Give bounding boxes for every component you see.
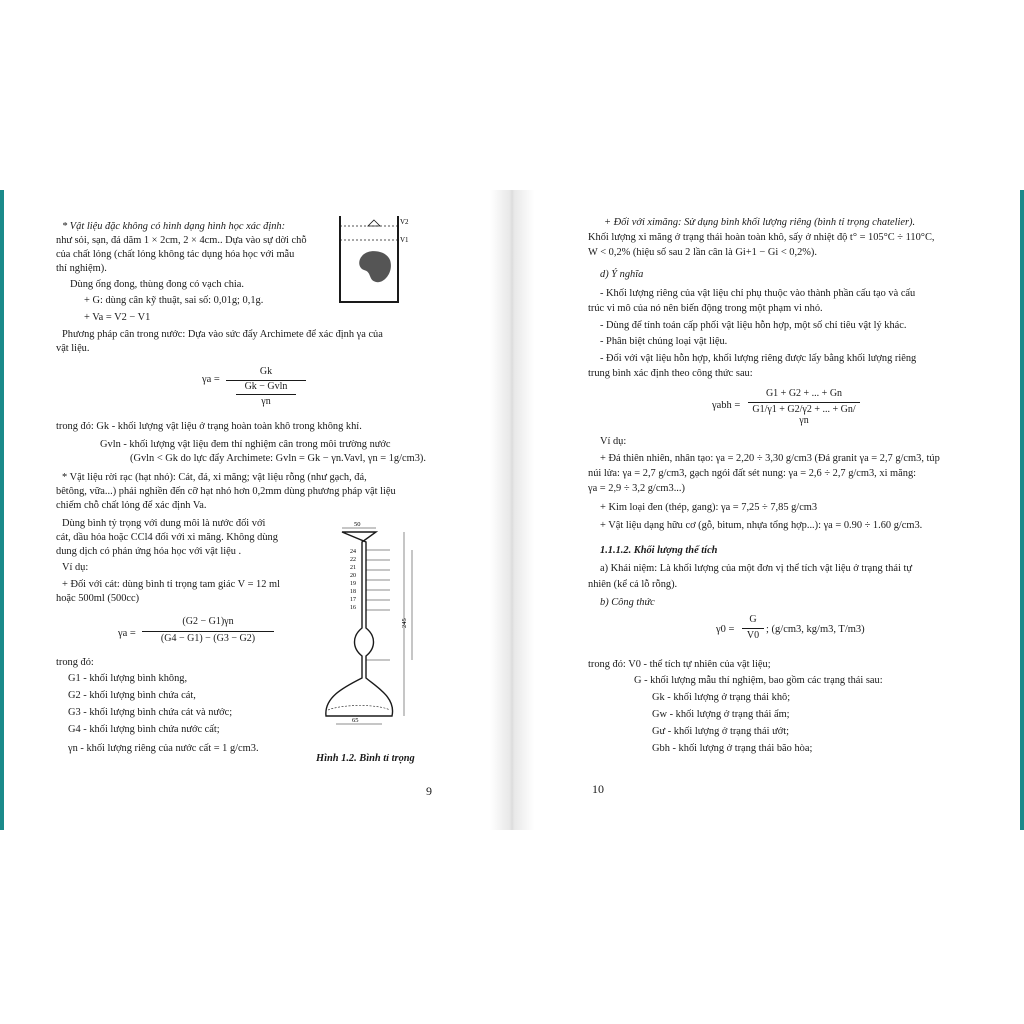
formula-denominator: G1/γ1 + G2/γ2 + ... + Gn/γn — [752, 404, 856, 426]
text-line: G4 - khối lượng bình chứa nước cất; — [68, 724, 220, 735]
text-line: bêtông, vữa...) phải nghiền đến cỡ hạt nhỏ hơn 0,2mm dùng phương pháp vật liệu — [56, 486, 396, 497]
text-line: γa = 2,9 ÷ 3,2 g/cm3...) — [588, 483, 685, 494]
scale-labels — [350, 549, 356, 611]
dim-65: 65 — [352, 717, 359, 724]
text-line: trong đó: Gk - khối lượng vật liệu ở trạng hoàn toàn khô trong không khí. — [56, 421, 362, 432]
text-line: - Khối lượng riêng của vật liệu chỉ phụ thuộc vào thành phần cấu tạo và cấu — [600, 288, 916, 299]
text-line: G1 - khối lượng bình không, — [68, 673, 188, 684]
immersion-tank-figure — [334, 212, 414, 308]
scale-label: 22 — [350, 557, 356, 563]
formula-denominator: (G4 − G1) − (G3 − G2) — [160, 633, 256, 644]
page-number: 10 — [592, 782, 604, 796]
formula-lhs: γa = — [202, 374, 220, 385]
text-line: của chất lỏng (chất lỏng không tác dụng hóa học với mẫu — [56, 249, 295, 260]
text-line: G2 - khối lượng bình chứa cát, — [68, 690, 196, 701]
formula-denominator: Gk − Gvln — [244, 381, 288, 392]
text-line: + Đối với cát: dùng bình tỉ trọng tam giác V = 12 ml — [62, 579, 280, 590]
text-line: Ví dụ: — [600, 436, 627, 447]
dim-50: 50 — [354, 521, 361, 528]
text-line: Gvln - khối lượng vật liệu đem thí nghiệm cân trong môi trường nước — [100, 439, 391, 450]
section-heading: b) Công thức — [600, 597, 655, 608]
text-line: + Vật liệu dạng hữu cơ (gỗ, bitum, nhựa tổng hợp...): γa = 0.90 ÷ 1.60 g/cm3. — [600, 520, 923, 531]
book-spread — [0, 190, 1024, 830]
label-v1: V1 — [400, 236, 409, 244]
text-line: - Phân biệt chủng loại vật liệu. — [600, 336, 728, 347]
text-line: - Dùng để tính toán cấp phối vật liệu hỗn hợp, một số chỉ tiêu vật lý khác. — [600, 320, 907, 331]
dim-245: 245 — [401, 618, 408, 628]
page-right — [512, 190, 1020, 830]
formula-denominator: V0 — [746, 630, 760, 641]
fraction-bar — [742, 628, 764, 629]
section-heading: d) Ý nghĩa — [600, 269, 644, 280]
scale-label: 17 — [350, 597, 356, 603]
text-line: G3 - khối lượng bình chứa cát và nước; — [68, 707, 233, 718]
text-line: trung bình xác định theo công thức sau: — [588, 368, 753, 379]
formula-numerator: G1 + G2 + ... + Gn — [765, 388, 843, 399]
formula-denominator-2: γn — [261, 396, 271, 407]
text-line: Gk - khối lượng ở trạng thái khô; — [652, 692, 791, 703]
pycnometer-figure — [312, 520, 432, 746]
text-line: vật liệu. — [56, 343, 90, 354]
formula-numerator: Gk — [259, 366, 273, 377]
text-line: Phương pháp cân trong nước: Dựa vào sức đẩy Archimete để xác định γa của — [62, 329, 383, 340]
text-line: + Va = V2 − V1 — [84, 312, 151, 323]
text-line: + Kim loại đen (thép, gang): γa = 7,25 ÷ 7,85 g/cm3 — [600, 502, 818, 513]
formula-units: ; (g/cm3, kg/m3, T/m3) — [766, 624, 865, 635]
text-line: + Đá thiên nhiên, nhân tạo: γa = 2,20 ÷ 3,30 g/cm3 (Đá granit γa = 2,7 g/cm3, túp — [600, 453, 940, 464]
text-run: + Đối với ximăng: Sử dụng bình khối lượng riêng (bình tỉ trọng chatelier). — [604, 217, 916, 228]
scale-label: 18 — [350, 589, 356, 595]
text-line: chiếm chỗ chất lỏng để xác định Va. — [56, 500, 207, 511]
text-line: trong đó: V0 - thể tích tự nhiên của vật liệu; — [588, 659, 771, 670]
text-line: Dùng bình tỷ trọng với dung môi là nước đối với — [62, 518, 266, 529]
page-number: 9 — [426, 784, 432, 798]
page-left — [4, 190, 512, 830]
text-line: Ví dụ: — [62, 562, 89, 573]
text-line: Gư - khối lượng ở trạng thái ướt; — [652, 726, 789, 737]
scale-label: 16 — [350, 605, 356, 611]
label-v2: V2 — [400, 218, 409, 226]
text-line: + G: dùng cân kỹ thuật, sai số: 0,01g; 0,1g. — [84, 295, 264, 306]
formula-numerator: G — [749, 614, 757, 625]
text-line: (Gvln < Gk do lực đẩy Archimete: Gvln = Gk − γn.Vavl, γn = 1g/cm3). — [130, 453, 426, 464]
formula-gamma-a — [202, 374, 220, 385]
text-line: Khối lượng xi măng ở trạng thái hoàn toàn khô, sấy ở nhiệt độ t° = 105°C ÷ 110°C, — [588, 232, 935, 243]
text-line: Gw - khối lượng ở trạng thái ẩm; — [652, 709, 790, 720]
text-line: dung dịch có phản ứng hóa học với vật liệu . — [56, 546, 242, 557]
text-line: G - khối lượng mẫu thí nghiệm, bao gồm các trạng thái sau: — [634, 675, 883, 686]
text-line: hoặc 500ml (500cc) — [56, 593, 140, 604]
text-line: núi lửa: γa = 2,7 g/cm3, gạch ngói đất sét nung: γa = 2,6 ÷ 2,7 g/cm3, xi măng: — [588, 468, 917, 479]
fraction-bar — [236, 394, 296, 395]
text-line: thí nghiệm). — [56, 263, 107, 274]
scale-label: 24 — [350, 549, 356, 555]
formula-lhs: γa = — [118, 628, 136, 639]
text-line: cát, dầu hỏa hoặc CCl4 đối với xi măng. Không dùng — [56, 532, 278, 543]
text-line: trúc vi mô của nó nên biến động trong một phạm vi nhỏ. — [588, 303, 823, 314]
text-line: * Vật liệu rời rạc (hạt nhỏ): Cát, đá, xi măng; vật liệu rỗng (như gạch, đá, — [62, 472, 367, 483]
text-line: a) Khái niệm: Là khối lượng của một đơn vị thể tích vật liệu ở trạng thái tự — [600, 563, 912, 574]
scale-label: 20 — [350, 573, 356, 579]
formula-numerator: (G2 − G1)γn — [182, 616, 234, 627]
text-line: W < 0,2% (hiệu số sau 2 lần cân là Gi+1 − Gi < 0,2%). — [588, 247, 817, 258]
text-line: Dùng ống đong, thùng đong có vạch chia. — [70, 279, 245, 290]
text-line: như sỏi, sạn, đá dăm 1 × 2cm, 2 × 4cm.. Dựa vào sự dời chỗ — [56, 235, 307, 246]
text-line: γn - khối lượng riêng của nước cất = 1 g/cm3. — [68, 743, 259, 754]
text-line — [604, 216, 915, 229]
figure-caption: Hình 1.2. Bình tỉ trọng — [316, 753, 415, 764]
formula-lhs: γ0 = — [716, 624, 735, 635]
text-line: trong đó: — [56, 657, 94, 668]
scale-label: 21 — [350, 565, 356, 571]
text-line: Gbh - khối lượng ở trạng thái bão hòa; — [652, 743, 813, 754]
scale-label: 19 — [350, 581, 356, 587]
formula-lhs: γabh = — [712, 400, 741, 411]
fraction-bar — [748, 402, 860, 403]
text-line: - Đối với vật liệu hỗn hợp, khối lượng riêng được lấy bằng khối lượng riêng — [600, 353, 917, 364]
right-edge-strip — [1020, 190, 1024, 830]
section-heading: 1.1.1.2. Khối lượng thể tích — [600, 545, 718, 556]
text-line: * Vật liệu đặc không có hình dạng hình học xác định: — [62, 221, 286, 232]
fraction-bar — [142, 631, 274, 632]
text-line: nhiên (kể cả lỗ rỗng). — [588, 579, 678, 590]
